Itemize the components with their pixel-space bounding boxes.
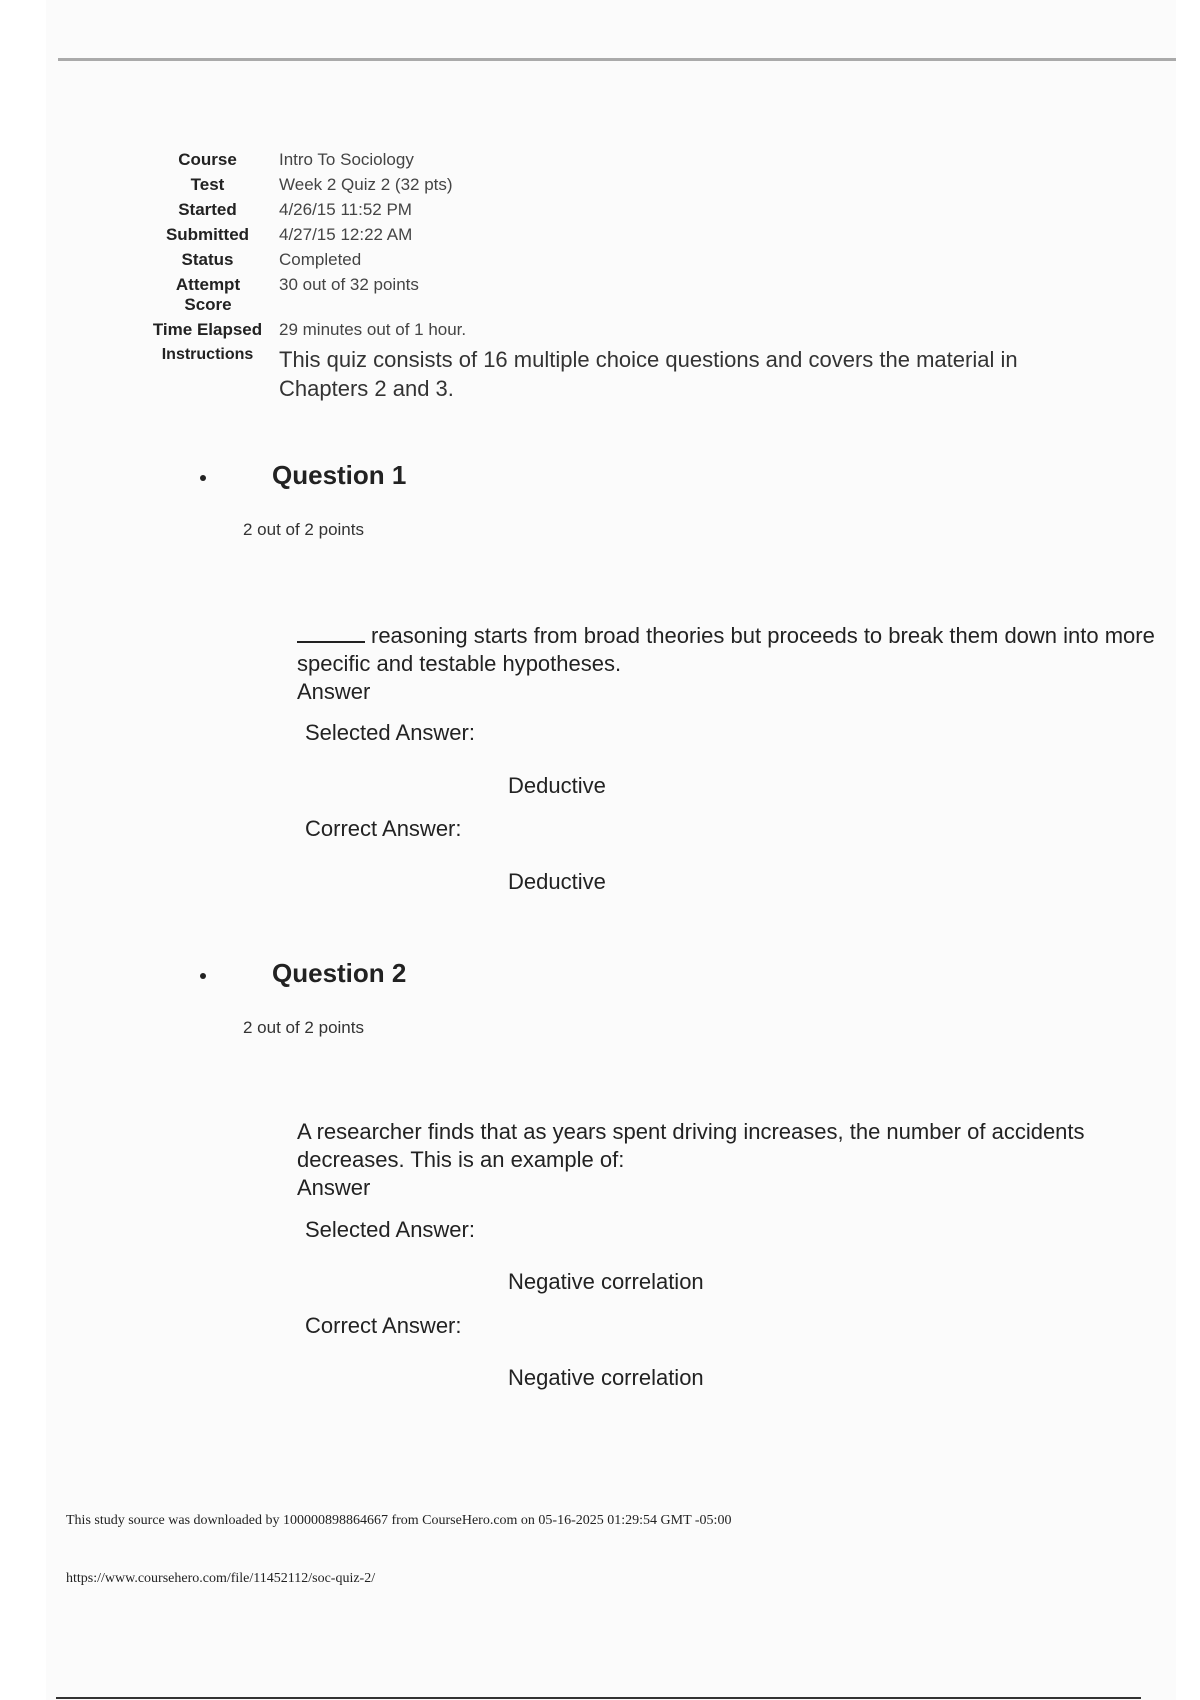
info-row-started [140,200,1069,225]
info-value: 29 minutes out of 1 hour. [279,320,467,339]
info-row-time-elapsed [140,320,1069,345]
selected-answer-value: Deductive [508,773,606,798]
source-url[interactable]: https://www.coursehero.com/file/11452112/soc-quiz-2/ [66,1571,376,1586]
bullet-icon [200,475,206,481]
correct-answer-value: Negative correlation [508,1365,704,1390]
question-points: 2 out of 2 points [243,520,364,539]
info-label: Status [181,250,234,269]
fill-in-blank [297,623,365,643]
info-row-instructions [140,345,1069,408]
correct-answer-label: Correct Answer: [305,1313,462,1338]
answer-heading: Answer [297,1175,371,1200]
top-divider [58,58,1176,61]
question-text: A researcher finds that as years spent driving increases, the number of accidents decreases. This is an example of: [297,1119,1085,1172]
correct-answer-label: Correct Answer: [305,816,462,841]
selected-answer-label: Selected Answer: [305,720,475,745]
info-row-test [140,175,1069,200]
info-value: 4/26/15 11:52 PM [279,200,412,219]
question-text-body: reasoning starts from broad theories but proceeds to break them down into more specific and testable hypotheses. [297,623,1155,676]
selected-answer-value: Negative correlation [508,1269,704,1294]
info-label: Test [190,175,225,194]
question-points: 2 out of 2 points [243,1018,364,1037]
instructions-text: This quiz consists of 16 multiple choice questions and covers the material in Chapters 2 and 3. [279,347,1018,401]
download-source-note: This study source was downloaded by 100000898864667 from CourseHero.com on 05-16-2025 01:29:54 GMT -05:00 [66,1513,732,1528]
info-row-submitted [140,225,1069,250]
info-row-course [140,150,1069,175]
info-label: Course [178,150,237,169]
question-title: Question 2 [272,958,407,988]
question-text [297,622,1177,678]
info-label: Started [178,200,237,219]
bullet-icon [200,973,206,979]
info-label: Submitted [165,225,250,244]
info-value: Intro To Sociology [279,150,414,169]
question-2-header [200,958,406,989]
bottom-divider [56,1697,1141,1699]
info-value: 4/27/15 12:22 AM [279,225,413,244]
info-row-attempt-score [140,275,1069,320]
info-label: Attempt Score [175,275,241,314]
correct-answer-value: Deductive [508,869,606,894]
info-value: 30 out of 32 points [279,275,419,294]
info-row-status [140,250,1069,275]
question-title: Question 1 [272,460,407,490]
info-value: Completed [279,250,362,269]
selected-answer-label: Selected Answer: [305,1217,475,1242]
info-label: Time Elapsed [152,320,263,339]
test-info-table [140,150,1069,408]
info-label: Instructions [161,346,254,363]
question-1-header [200,460,406,491]
answer-heading: Answer [297,679,371,704]
info-value: Week 2 Quiz 2 (32 pts) [279,175,453,194]
